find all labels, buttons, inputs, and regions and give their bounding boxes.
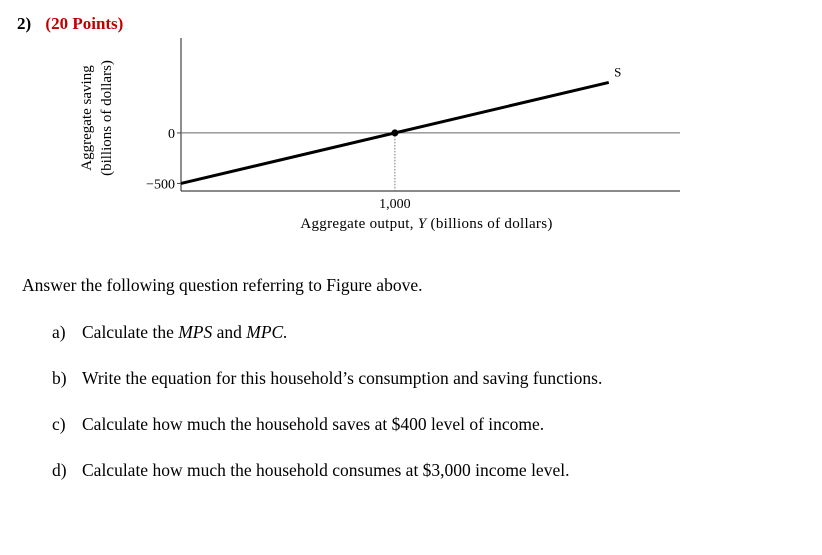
x-tick-label: 1,000 <box>379 197 411 212</box>
item-text: Calculate how much the household consumes at $3,000 income level. <box>82 460 570 480</box>
item-letter: d) <box>52 460 67 480</box>
item-text: Write the equation for this household’s consumption and saving functions. <box>82 368 603 388</box>
question-item-d <box>52 460 569 481</box>
item-letter: a) <box>52 322 66 342</box>
item-text: Calculate how much the household saves at $400 level of income. <box>82 414 545 434</box>
question-item-b <box>52 368 602 389</box>
y-tick-label: −500 <box>146 177 175 193</box>
item-text: Calculate the MPS and MPC. <box>82 322 288 342</box>
item-letter: b) <box>52 368 67 388</box>
question-item-a <box>52 322 288 343</box>
question-number: 2) <box>17 14 32 33</box>
x-axis-label: Aggregate output, Y (billions of dollars) <box>300 216 553 232</box>
y-tick-label: 0 <box>168 126 175 142</box>
question-points: (20 Points) <box>45 14 124 33</box>
break-even-point <box>391 129 398 136</box>
item-letter: c) <box>52 414 66 434</box>
y-axis-label-line2: (billions of dollars) <box>99 60 115 176</box>
saving-function-chart <box>0 0 822 250</box>
y-axis-label-line1: Aggregate saving <box>79 65 95 171</box>
series-label: S <box>614 64 622 80</box>
question-item-c <box>52 414 544 435</box>
question-intro: Answer the following question referring to Figure above. <box>22 275 423 295</box>
